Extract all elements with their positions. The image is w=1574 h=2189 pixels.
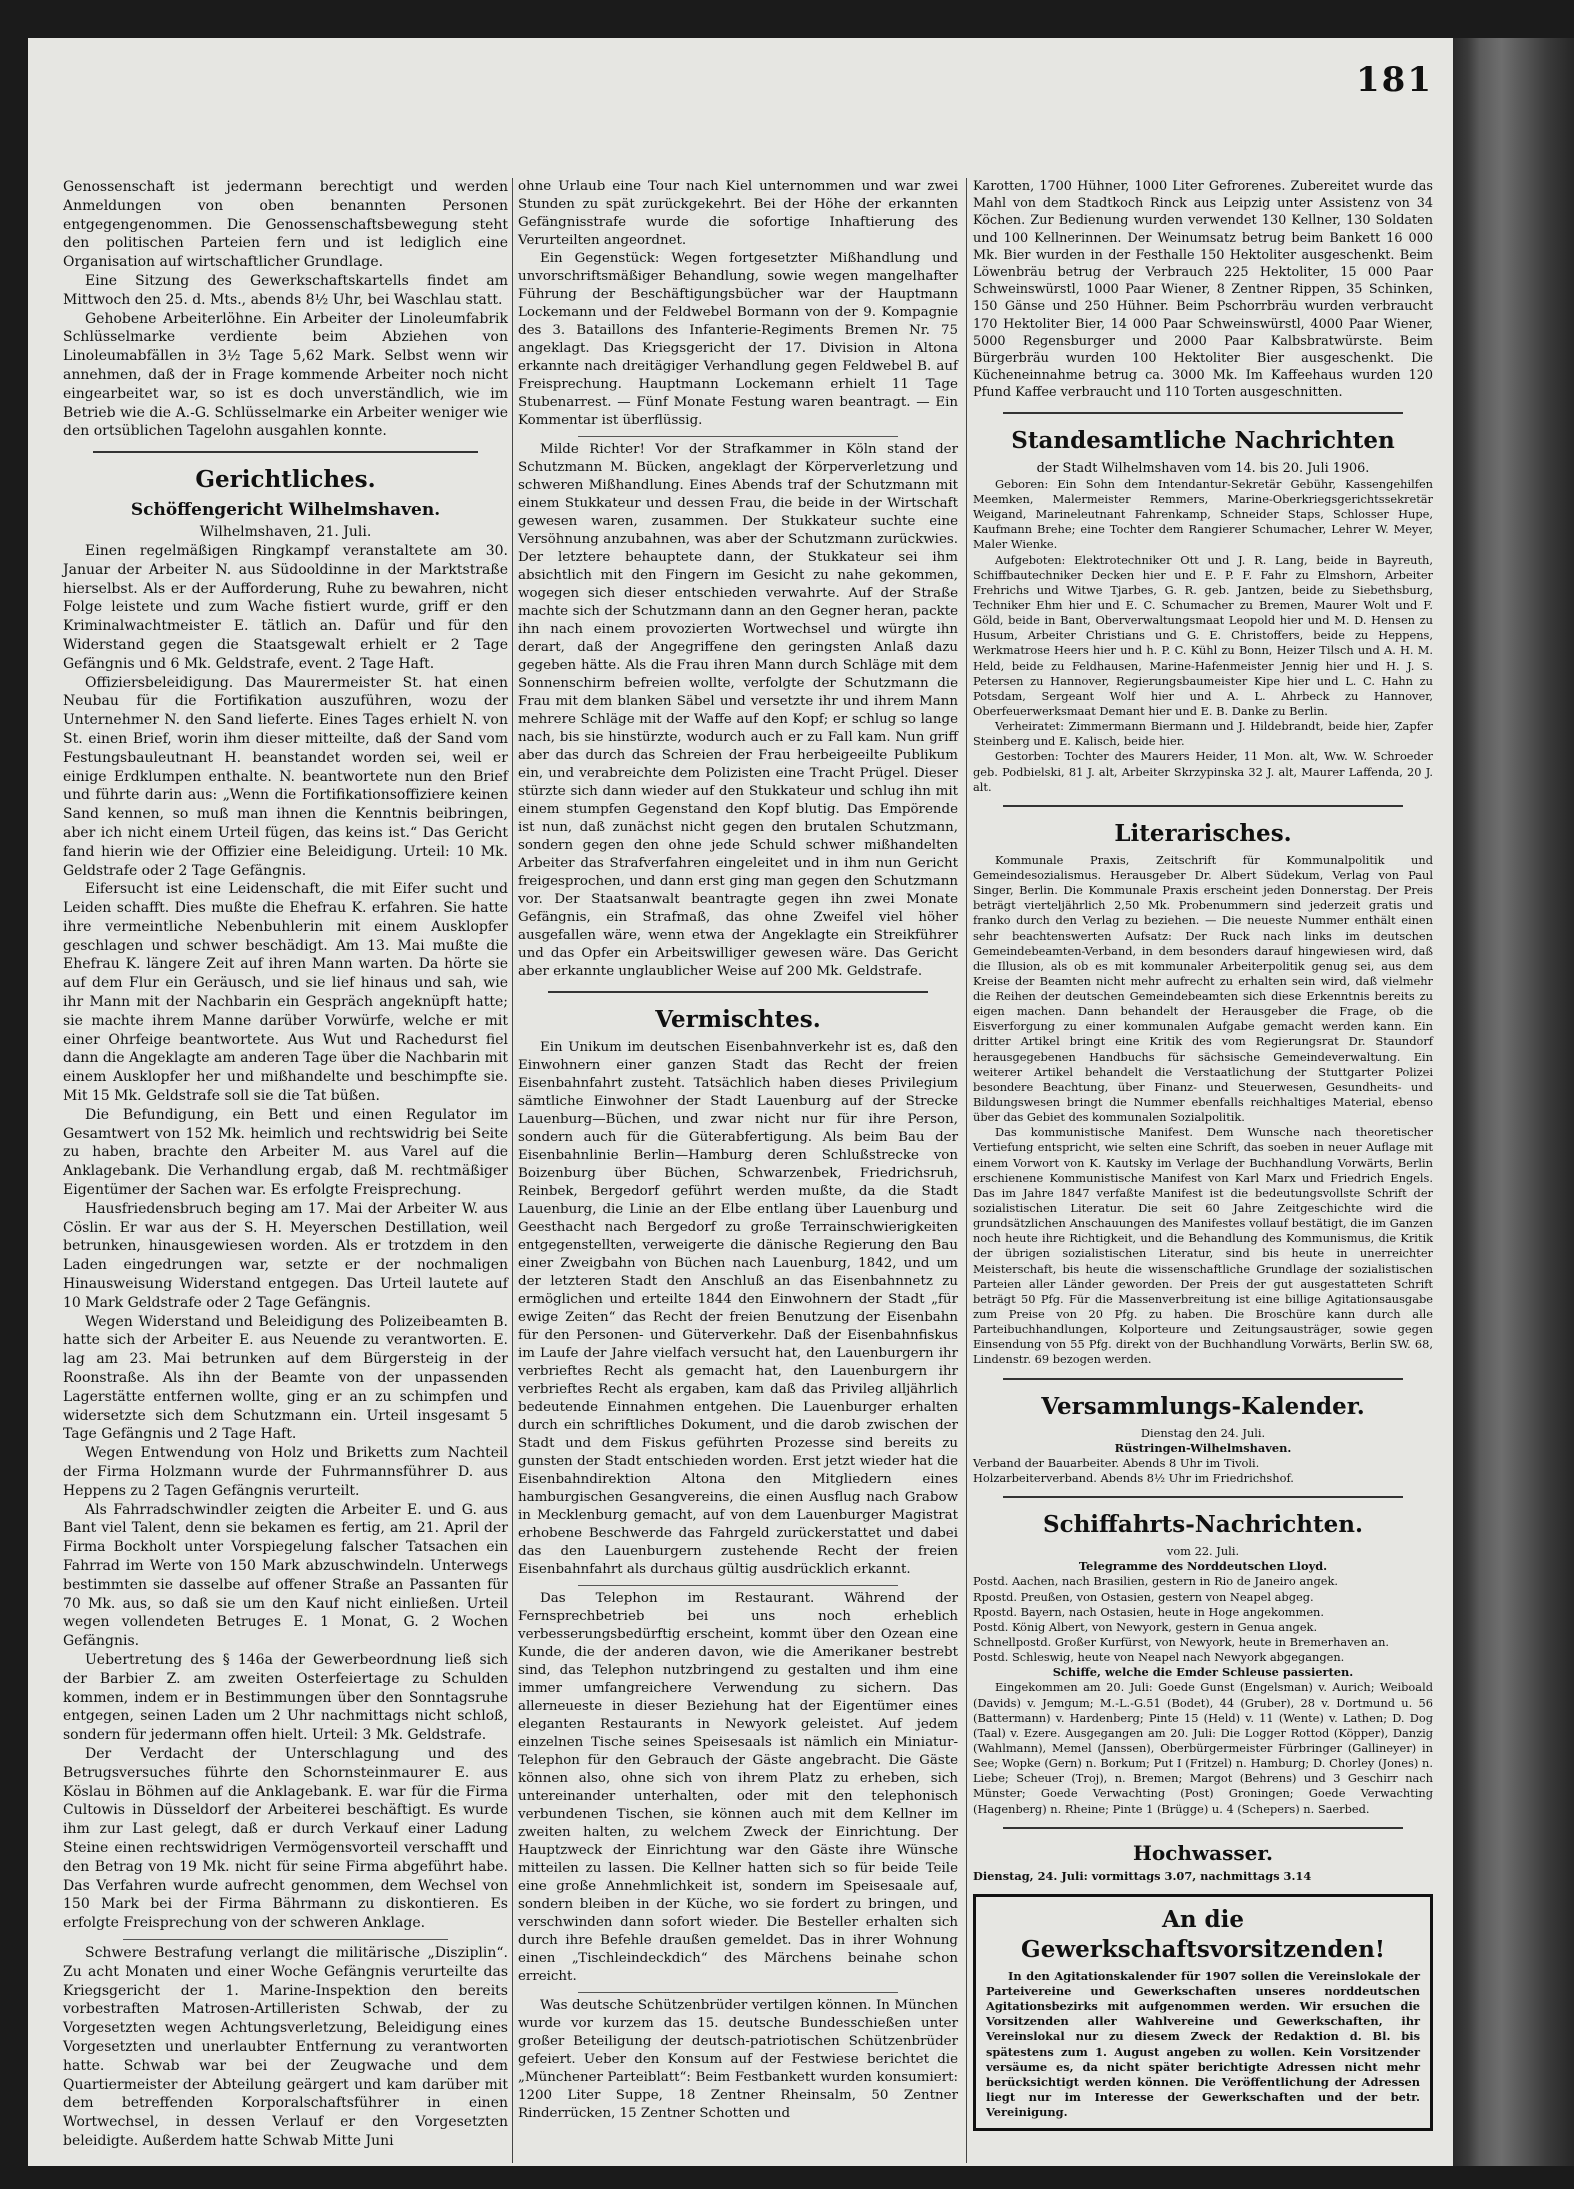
article-fahrradschwindler: Als Fahrradschwindler zeigten die Arbeiter E. und G. aus Bant viel Talent, denn sie bekamen es fertig, am 21. April der Firma Bockholt unter Vorspiegelung falscher Tatsachen ein Fahrrad im Werte von 150 Mark abzuschwindeln. Unterwegs bestimmten sie dasselbe auf offener Straße an Passanten für 70 Mk. aus, so daß sie um den Kauf nicht einließen. Urteil wegen vollendeten Betruges E. 1 Monat, G. 2 Wochen Gefängnis. [63,1501,508,1650]
article-telephon-restaurant: Das Telephon im Restaurant. Während der Fernsprechbetrieb bei uns noch erheblich verbesserungsbedürftig erscheint, kommt über den Ozean eine Kunde, die der anderen davon, wie die Amerikaner bestrebt sind, das Telephon nutzbringend zu gestalten und ihm eine immer umfangreichere Verwendung zu sichern. Das allerneueste in dieser Beziehung hat der Eigentümer eines eleganten Restaurants in Newyork geleistet. Auf jedem einzelnen Tische seines Speisesaals ist nämlich ein Miniatur-Telephon für den Gebrauch der Gäste angebracht. Die Gäste können also, ohne sich von ihrem Platz zu erheben, sich untereinander unterhalten, oder mit den telephonisch verbundenen Tischen, sie können auch mit dem Kellner im zweiten halten, zu welchem Zweck der Einrichtung. Der Hauptzweck der Einrichtung war den Gäste ihre Wünsche mitteilen zu lassen. Die Kellner hatten sich so für beide Teile eine große Annehmlichkeit ist, sondern im Speisesaale auf, sondern bleiben in der Küche, wo sie fordert zu bringen, und verschwinden dann sofort wieder. Die Besteller erhalten sich durch ihre Befehle draußen gemeldet. Das in ihrer Wohnung einen „Tischleindeckdich“ des Märchens beinahe schon erreicht. [518,1591,958,1984]
article-rule [578,436,898,437]
notice-heading: An die Gewerkschaftsvorsitzenden! [1021,1905,1385,1963]
article-milde-richter: Milde Richter! Vor der Strafkammer in Köln stand der Schutzmann M. Bücken, angeklagt der Körperverletzung und schweren Mißhandlung. Eines Abends traf der Schutzmann mit einem Stukkateur und dessen Frau, die beide in der Wirtschaft gewesen waren, zusammen. Der Stukkateur suchte eine Versöhnung anzubahnen, was aber der Schutzmann zurückwies. Der letztere behauptete dann, der Stukkateur sei ihm absichtlich mit den Fingern im Gesicht zu nahe gekommen, wogegen sich dieser entschieden verwahrte. Auf der Straße machte sich der Schutzmann dann an den Gegner heran, packte ihn nach einem provozierten Wortwechsel und würgte ihn derart, daß der Angegriffene den geringsten Anlaß dazu gegeben hätte. Als die Frau ihren Mann durch Schläge mit dem Sonnenschirm befreien wollte, verfolgte der Schutzmann die Frau mit dem blanken Säbel und versetzte ihr und ihrem Mann mehrere Schläge mit der Waffe auf den Kopf; er schlug so lange nach, bis sie hinstürzte, wodurch auch er zu Fall kam. Nun griff aber das durch das Schreien der Frau herbeigeeilte Publikum ein, und verabreichte dem Polizisten eine Tracht Prügel. Dieser stürzte sich dann wieder auf den Stukkateur und schlug ihn mit einem stumpfen Gegenstand den Kopf blutig. Das Empörende ist nun, daß zunächst nicht gegen den brutalen Schutzmann, sondern gegen den ohne jede Schuld schwer mißhandelten Arbeiter das Strafverfahren eingeleitet und in ihm nun Gericht freigesprochen, und dann erst ging man gegen den Schutzmann vor. Der Staatsanwalt beantragte gegen ihn zwei Monate Gefängnis, ein Strafmaß, das ohne Zweifel viel höher ausgefallen wäre, wenn etwa der Angeklagte ein Streikführer und das Opfer ein Arbeitswilliger gewesen wäre. Das Gericht aber erkannte unglaublicher Weise auf 200 Mk. Geldstrafe. [518,442,958,979]
standesamt-aufgeboten: Aufgeboten: Elektrotechniker Ott und J. R. Lang, beide in Bayreuth, Schiffbautechniker Decken hier und E. P. F. Fahr zu Elmshorn, Arbeiter Frehrichs und Witwe Tjarbes, G. R. geb. Jantzen, beide zu Siebethsburg, Techniker Ehm hier und E. C. Schumacher zu Bremen, Maurer Wolt und F. Göld, beide in Bant, Oberverwaltungsmaat Leopold hier und M. D. Hensen zu Husum, Arbeiter Christians und G. E. Christoffers, beide zu Heppens, Werkmatrose Heers hier und h. P. C. Kühl zu Bonn, Heizer Tilsch und A. H. M. Held, beide zu Feldhausen, Marine-Hafenmeister Jennig hier und H. J. S. Petersen zu Hannover, Regierungsbaumeister Kipe hier und L. C. Hahn zu Potsdam, Sergeant Wolf hier und A. L. Ahrbeck zu Hannover, Oberfeuerwerksmaat Demant hier und E. B. Danke zu Berlin. [973,552,1433,718]
section-rule [1003,1827,1403,1829]
section-heading-hochwasser: Hochwasser. [1132,1840,1274,1865]
column-left [63,178,508,2151]
schiffahrt-entry: Rpostd. Bayern, nach Ostasien, heute in Hoge angekommen. [973,1604,1324,1619]
kalender-place: Rüstringen-Wilhelmshaven. [1114,1440,1292,1455]
kalender-entry: Holzarbeiterverband. Abends 8½ Uhr im Friedrichshof. [973,1471,1294,1485]
standesamt-geboren: Geboren: Ein Sohn dem Intendantur-Sekretär Gebühr, Kassengehilfen Meemken, Malermeister Remmers, Marine-Oberkriegsgerichtssekretär Weigand, Marineleutnant Fahrenkamp, Schneider Staps, Schlosser Hupe, Kaufmann Brehe; eine Tochter dem Rangierer Schumacher, Lehrer W. Meyer, Maler Wienke. [973,476,1433,552]
article-widerstand: Wegen Widerstand und Beleidigung des Polizeibeamten B. hatte sich der Arbeiter E. aus Neuende zu verantworten. E. lag am 23. Mai betrunken auf dem Bürgersteig in der Roonstraße. Als ihn der Beamte von der unpassenden Lagerstätte entfernen wollte, ging er an zu schimpfen und widersetzte sich dem Schutzmann ein. Urteil insgesamt 5 Tage Gefängnis und 2 Tage Haft. [63,1313,508,1443]
literarisches-kommunale-praxis: Kommunale Praxis, Zeitschrift für Kommunalpolitik und Gemeindesozialismus. Herausgeber Dr. Albert Südekum, Verlag von Paul Singer, Berlin. Die Kommunale Praxis erscheint jeden Donnerstag. Der Preis beträgt vierteljährlich 2,50 Mk. Probenummern sind jederzeit gratis und franko durch den Verlag zu beziehen. — Die neueste Nummer enthält einen sehr beachtenswerten Aufsatz: Der Ruck nach links im deutschen Gemeindebeamten-Verband, in dem besonders darauf hingewiesen wird, daß die Illusion, als ob es mit kommunaler Arbeiterpolitik genug sei, aus dem Kreise der Beamten nicht mehr aufrecht zu erhalten sein wird, daß vielmehr die Reihen der deutschen Gemeindebeamten sich diese Erkenntnis bereits zu eigen machen. Dann behandelt der Herausgeber die Frage, ob die Eisverforgung zu einer kommunalen Aufgabe gemacht werden kann. Ein dritter Artikel bringt eine Kritik des vom Regierungsrat Dr. Staundorf herausgegebenen Handbuchs für sächsische Gemeindeverwaltung. Ein weiterer Artikel behandelt die Verstaatlichung der Stuttgarter Polizei besondere Beachtung, über Finanz- und Steuerwesen, Gesundheits- und Bildungswesen bringt die Nummer ebenfalls reichhaltiges Material, ebenso über das Gebiet des kommunalen Sozialpolitik. [973,852,1433,1125]
book-spine [1453,38,1574,2166]
notice-box [973,1894,1433,2131]
article-schuetzenbrueder: Was deutsche Schützenbrüder vertilgen können. In München wurde vor kurzem das 15. deutsche Bundesschießen unter großer Beteiligung der deutsch-patriotischen Schützenbrüder gefeiert. Ueber den Konsum auf der Festwiese berichtet die „Münchener Parteiblatt“: Beim Festbankett wurden konsumiert: 1200 Liter Suppe, 18 Zentner Rheinsalm, 50 Zentner Rinderrücken, 15 Zentner Schotten und [518,1998,958,2121]
article-befundigung: Die Befundigung, ein Bett und einen Regulator im Gesamtwert von 152 Mk. heimlich und rechtswidrig bei Seite zu haben, brachte den Arbeiter M. aus Varel auf die Anklagebank. Die Verhandlung ergab, daß M. rechtmäßiger Eigentümer der Sachen war. Es erfolgte Freisprechung. [63,1106,508,1199]
schiffahrt-entry: Postd. Aachen, nach Brasilien, gestern in Rio de Janeiro angek. [973,1574,1338,1589]
paragraph-genossenschaft: Genossenschaft ist jedermann berechtigt und werden Anmeldungen von oben benannten Personen entgegengenommen. Die Genossenschaftsbewegung steht den politischen Parteien fern und ist lediglich eine Organisation auf wirtschaftlicher Grundlage. [63,179,508,271]
schiffahrt-entry: Schnellpostd. Großer Kurfürst, von Newyork, heute in Bremerhaven an. [973,1634,1390,1649]
kalender-date: Dienstag den 24. Juli. [1140,1425,1266,1440]
paragraph-arbeiterloehne: Gehobene Arbeiterlöhne. Ein Arbeiter der Linoleumfabrik Schlüsselmarke verdiente beim Abziehen von Linoleumabfällen in 3½ Tage 5,62 Mark. Selbst wenn wir annehmen, daß der in Frage kommende Arbeiter noch nicht eingearbeitet war, so ist es doch unverständlich, wie im Betrieb wie die A.-G. Schlüsselmarke ein Arbeiter weniger wie den ortsüblichen Tagelohn ausgahlen konnte. [63,310,508,440]
section-heading-vermischtes: Vermischtes. [655,1006,821,1033]
column-divider [966,178,967,2163]
section-rule [1003,412,1403,414]
article-offiziersbeleidigung: Offiziersbeleidigung. Das Maurermeister St. hat einen Neubau für die Fortifikation auszuführen, wozu der Unternehmer N. den Sand lieferte. Eines Tages erhielt N. von St. einen Brief, worin ihm dieser mitteilte, daß der Sand vom Festungsbauleutnant H. beanstandet worden sei, weil er einige Erdklumpen enthalte. N. beantwortete nun den Brief und führte darin aus: „Wenn die Fortifikationsoffiziere keinen Sand kennen, so muß man ihnen die Kenntnis beibringen, aber ich nicht einem Urteil fügen, das keins ist.“ Das Gericht fand hierin wie der Offizier eine Beleidigung. Urteil: 10 Mk. Geldstrafe oder 2 Tage Gefängnis. [63,674,508,879]
article-continued-karotten: Karotten, 1700 Hühner, 1000 Liter Gefrorenes. Zubereitet wurde das Mahl von dem Stadtkoch Rinck aus Leipzig unter Assistenz von 34 Köchen. Zur Bedienung wurden verwendet 130 Kellner, 130 Soldaten und 100 Kellnerinnen. Der Weinumsatz betrug beim Bankett 16 000 Mk. Bier wurden in der Festhalle 150 Hektoliter ausgeschenkt. Beim Löwenbräu betrug der Verbrauch 225 Hektoliter, 15 000 Paar Schweinswürstl, 1000 Paar Wiener, 8 Zentner Rippen, 35 Schinken, 150 Gänse und 250 Hühner. Beim Pschorrbräu wurden verbraucht 170 Hektoliter Bier, 14 000 Paar Schweinswürstl, 4000 Paar Wiener, 5000 Regensburger und 2000 Paar Kalbsbratwürste. Beim Bürgerbräu wurden 100 Hektoliter Bier ausgeschenkt. Die Kücheneinnahme betrug ca. 3000 Mk. Im Kaffeehaus wurden 120 Pfund Kaffee verbraucht und 110 Torten ausgeschnitten. [973,179,1433,401]
standesamt-verheiratet: Verheiratet: Zimmermann Biermann und J. Hildebrandt, beide hier, Zapfer Steinberg und E. Kalisch, beide hier. [973,719,1433,749]
article-disziplin: Schwere Bestrafung verlangt die militärische „Disziplin“. Zu acht Monaten und einer Woche Gefängnis verurteilte das Kriegsgericht der 1. Marine-Inspektion den bereits vorbestraften Matrosen-Artilleristen Schwab, der zu Vorgesetzten wegen Achtungsverletzung, Beleidigung eines Vorgesetzten und unerlaubter Entfernung zu verantworten hatte. Schwab war bei der Zeugwache und dem Quartiermeister der Abteilung geärgert und kam darüber mit dem betreffenden Korporalschaftsführer in einen Wortwechsel, in dessen Verlauf er den Vorgesetzten beleidigte. Außerdem hatte Schwab Mitte Juni [63,1944,508,2149]
section-rule [93,451,478,453]
section-heading-versammlungs-kalender: Versammlungs-Kalender. [1041,1392,1365,1420]
schiffahrt-entry: Rpostd. Preußen, von Ostasien, gestern von Neapel abgeg. [973,1589,1314,1604]
dateline: Wilhelmshaven, 21. Juli. [199,524,372,541]
article-hausfriedensbruch: Hausfriedensbruch beging am 17. Mai der Arbeiter W. aus Cöslin. Er war aus der S. H. Meyerschen Destillation, weil betrunken, hinausgewiesen worden. Als er trotzdem in den Laden eingedrungen war, setzte er der nochmaligen Hinausweisung Widerstand entgegen. Das Urteil lautete auf 10 Mark Geldstrafe oder 2 Tage Gefängnis. [63,1200,508,1311]
article-eifersucht: Eifersucht ist eine Leidenschaft, die mit Eifer sucht und Leiden schafft. Dies mußte die Ehefrau K. erfahren. Sie hatte ihre vermeintliche Nebenbuhlerin mit einem Ausklopfer geschlagen und schwer beschädigt. Am 13. Mai mußte die Ehefrau K. längere Zeit auf ihren Mann warten. Da hörte sie auf dem Flur ein Geräusch, und sie lief hinaus und sah, wie ihr Mann mit der Nachbarin ein Gespräch angeknüpft hatte; sie machte ihrem Manne darüber Vorwürfe, welche er mit einer Ohrfeige beantwortete. Aus Wut und Rachedurst fiel dann die Angeklagte am anderen Tage über die Nachbarin mit einem Ausklopfer her und mißhandelte und beschimpfte sie. Mit 15 Mk. Geldstrafe soll sie die Tat büßen. [63,881,508,1105]
article-rule [123,1939,448,1940]
schiffahrt-entry: Postd. König Albert, von Newyork, gestern in Genua angek. [973,1619,1318,1634]
article-gewerbeordnung: Uebertretung des § 146a der Gewerbeordnung ließ sich der Barbier Z. am zweiten Osterfeiertage zu Schulden kommen, indem er in Bestimmungen über den Sonntagsruhe entgegen, seinen Laden um 2 Uhr nachmittags nicht schloß, sondern für jedermann offen hielt. Urteil: 3 Mk. Geldstrafe. [63,1651,508,1744]
hochwasser-line: Dienstag, 24. Juli: vormittags 3.07, nachmittags 3.14 [973,1868,1312,1883]
notice-text: In den Agitationskalender für 1907 sollen die Vereinslokale der Parteivereine und Gewerkschaften unseres norddeutschen Agitationsbezirks mit aufgenommen werden. Wir ersuchen die Vorsitzenden aller Wahlvereine und Gewerkschaften, ihr Vereinslokal nur zu diesem Zweck der Redaktion d. Bl. bis spätestens zum 1. August angeben zu wollen. Kein Vorsitzender versäume es, da nicht später berichtigte Adressen nicht mehr berücksichtigt werden können. Die Veröffentlichung der Adressen liegt nur im Interesse der Gewerkschaften und der betr. Vereinigung. [986,1968,1420,2120]
column-divider [512,178,513,2163]
schiffahrt-entry: Postd. Schleswig, heute von Neapel nach Newyork abgegangen. [973,1650,1345,1665]
section-heading-literarisches: Literarisches. [1114,819,1292,847]
article-entwendung: Wegen Entwendung von Holz und Briketts zum Nachteil der Firma Holzmann wurde der Fuhrmannsführer D. aus Heppens zu 2 Tagen Gefängnis verurteilt. [63,1445,508,1499]
article-continued-urlaub: ohne Urlaub eine Tour nach Kiel unternommen und war zwei Stunden zu spät zurückgekehrt. Bei der Höhe der erkannten Gefängnisstrafe wurde die sofortige Inhaftierung des Verurteilten angeordnet. [518,179,958,248]
page-number: 181 [1356,60,1433,100]
paragraph-gewerkschaftskartell: Eine Sitzung des Gewerkschaftskartells findet am Mittwoch den 25. d. Mts., abends 8½ Uhr, bei Waschlau statt. [63,272,508,308]
kalender-entry: Verband der Bauarbeiter. Abends 8 Uhr im Tivoli. [973,1455,1260,1470]
section-heading-gerichtliches: Gerichtliches. [195,466,376,494]
article-rule [578,1585,898,1586]
column-right [973,178,1433,2131]
section-rule [1003,1378,1403,1380]
article-rule [578,1992,898,1993]
article-eisenbahnverkehr: Ein Unikum im deutschen Eisenbahnverkehr ist es, daß den Einwohnern einer ganzen Stadt das Recht der freien Eisenbahnfahrt zusteht. Tatsächlich haben dieses Privilegium sämtliche Einwohner der Stadt Lauenburg auf der Strecke Lauenburg—Büchen, und zwar nicht nur für ihre Person, sondern auch für die Güterabfertigung. Als beim Bau der Eisenbahnlinie Berlin—Hamburg deren Schlußstrecke von Boizenburg über Büchen, Schwarzenbek, Friedrichsruh, Reinbek, Bergedorf geführt werden mußte, da die Stadt Lauenburg, die Linie an der Elbe entlang über Lauenburg und Geesthacht nach Bergedorf zu große Terrainschwierigkeiten entgegenstellten, verweigerte die dänische Regierung den Bau einer Zweigbahn von Büchen nach Lauenburg, 1842, und um der letzteren Stadt den Anschluß an das Eisenbahnnetz zu ermöglichen und erteilte 1844 den Einwohnern der Stadt „für ewige Zeiten“ das Recht der freien Benutzung der Eisenbahn für den Personen- und Güterverkehr. Daß der Eisenbahnfiskus im Laufe der Jahre vielfach versucht hat, den Lauenburgern ihr verbrieftes Recht als gemacht hat, den Lauenburgern ihr verbrieftes Recht als ergaben, kam daß das Privileg alljährlich bedeutende Einnahmen entgehen. Die Lauenburger erhalten durch ein schriftliches Dokument, und die darob zwischen der Stadt und dem Fiskus geführten Prozesse sind bereits zu gunsten der Stadt entschieden worden. Erst jetzt wieder hat die Eisenbahndirektion Altona den Mitgliedern eines hamburgischen Gesangvereins, die einen Ausflug nach Grabow in Mecklenburg gemacht, auf von dem Lauenburger Magistrat erhobene Beschwerde das Fahrgeld zurückerstattet und dabei das den Lauenburgern zustehende Recht der freien Eisenbahnfahrt als durchaus gültig ausdrücklich erkannt. [518,1040,958,1577]
article-unterschlagung: Der Verdacht der Unterschlagung und des Betrugsversuches führte den Schornsteinmaurer E. aus Köslau in Böhmen auf die Anklagebank. E. war für die Firma Cultowis in Düsseldorf der Arbeiterei beschäftigt. Es wurde ihm zur Last gelegt, daß er durch Verkauf einer Ladung Steine einen rechtswidrigen Vermögensvorteil verschafft und den Betrag von 19 Mk. nicht für seine Firma abgeführt habe. Das Verfahren wurde aufrecht genommen, dem Wechsel von 150 Mark bei der Firma Bährmann zu diskontieren. Es erfolgte Freisprechung von der schweren Anklage. [63,1745,508,1932]
schiffahrt-date: vom 22. Juli. [1166,1544,1240,1559]
column-middle [518,178,958,2123]
section-rule [1003,805,1403,807]
newspaper-page [28,38,1453,2166]
schiffahrt-emden-list: Eingekommen am 20. Juli: Goede Gunst (Engelsman) v. Aurich; Weiboald (Davids) v. Jemgum; M.-L.-G.51 (Bodet), 44 (Gruber), 28 v. Dortmund u. 56 (Battermann) v. Hardenberg; Pinte 15 (Held) v. 11 (Wente) v. Lathen; D. Dog (Taal) v. Ezere. Ausgegangen am 20. Juli: Die Logger Rottod (Köpper), Danzig (Wahlmann), Memel (Janssen), Oberbürgermeister Fürbringer (Gallineyer) in See; Wopke (Gern) n. Borkum; Put I (Fritzel) n. Hamburg; D. Chorley (Jones) n. Liebe; Scheuer (Troj), n. Bremen; Margot (Behrens) und 3 Geschirr nach Münster; Goede Verwachting (Post) Groningen; Goede Verwachting (Hagenberg) n. Rheine; Pinte 1 (Brügge) u. 4 (Schepers) n. Saerbed. [973,1680,1433,1816]
standesamt-gestorben: Gestorben: Tochter des Maurers Heider, 11 Mon. alt, Ww. W. Schroeder geb. Podbielski, 81 J. alt, Arbeiter Skrzypinska 32 J. alt, Maurer Laffenda, 20 J. alt. [973,749,1433,794]
article-ringkampf: Einen regelmäßigen Ringkampf veranstaltete am 30. Januar der Arbeiter N. aus Südooldinne in der Marktstraße hierselbst. Als er der Aufforderung, Ruhe zu bewahren, nicht Folge leistete und zum Wache fistiert wurde, griff er den Kriminalwachtmeister E. tätlich an. Dafür und für den Widerstand gegen die Staatsgewalt erhielt er 2 Tage Gefängnis und 6 Mk. Geldstrafe, event. 2 Tage Haft. [63,542,508,672]
article-gegenstueck: Ein Gegenstück: Wegen fortgesetzter Mißhandlung und unvorschriftsmäßiger Behandlung, sowie wegen mangelhafter Führung der Beschäftigungsbücher war der Hauptmann Lockemann und der Feldwebel Bormann von der 9. Kompagnie des 3. Bataillons des Infanterie-Regiments Bremen Nr. 75 angeklagt. Das Kriegsgericht der 17. Division in Altona erkannte nach dreitägiger Verhandlung gegen Feldwebel B. auf Freisprechung. Hauptmann Lockemann erhielt 11 Tage Stubenarrest. — Fünf Monate Festung waren beantragt. — Ein Kommentar ist überflüssig. [518,251,958,428]
literarisches-manifest: Das kommunistische Manifest. Dem Wunsche nach theoretischer Vertiefung entspricht, wie selten eine Schrift, das soeben in neuer Auflage mit einem Vorwort von K. Kautsky im Verlage der Buchhandlung Vorwärts, Berlin erschienene Kommunistische Manifest von Karl Marx und Friedrich Engels. Das im Jahre 1847 verfaßte Manifest ist die bedeutungsvollste Schrift der sozialistischen Literatur. Die seit 60 Jahre Zeitgeschichte wird die grundsätzlichen Anschauungen des Manifestes vollauf bestätigt, die im Ganzen noch heute ihre Richtigkeit, und die Behandlung des Kommunismus, die Kritik der übrigen sozialistischen Literatur, sind bis heute in unerreichter Meisterschaft, bis heute die wissenschaftliche Grundlage der sozialistischen Parteien aller Länder geworden. Der Preis der gut ausgestatteten Schrift beträgt 50 Pfg. Für die Massenverbreitung ist eine billige Agitationsausgabe zum Preise von 20 Pfg. zu haben. Die Broschüre kann durch alle Parteibuchhandlungen, Kolporteure und Zeitungsausträger, sowie gegen Einsendung von 55 Pfg. direkt von der Buchhandlung Vorwärts, Berlin SW. 68, Lindenstr. 69 bezogen werden. [973,1125,1433,1367]
subheading-schoeffengericht: Schöffengericht Wilhelmshaven. [130,500,441,521]
schiffahrt-subtitle-emden: Schiffe, welche die Emder Schleuse passierten. [1052,1665,1354,1680]
section-rule [548,991,928,993]
section-rule [1003,1496,1403,1498]
schiffahrt-subtitle: Telegramme des Norddeutschen Lloyd. [1078,1559,1328,1574]
standesamt-subtitle: der Stadt Wilhelmshaven vom 14. bis 20. Juli 1906. [1036,460,1370,476]
section-heading-standesamt: Standesamtliche Nachrichten [1011,426,1395,454]
section-heading-schiffahrt: Schiffahrts-Nachrichten. [1042,1511,1364,1539]
